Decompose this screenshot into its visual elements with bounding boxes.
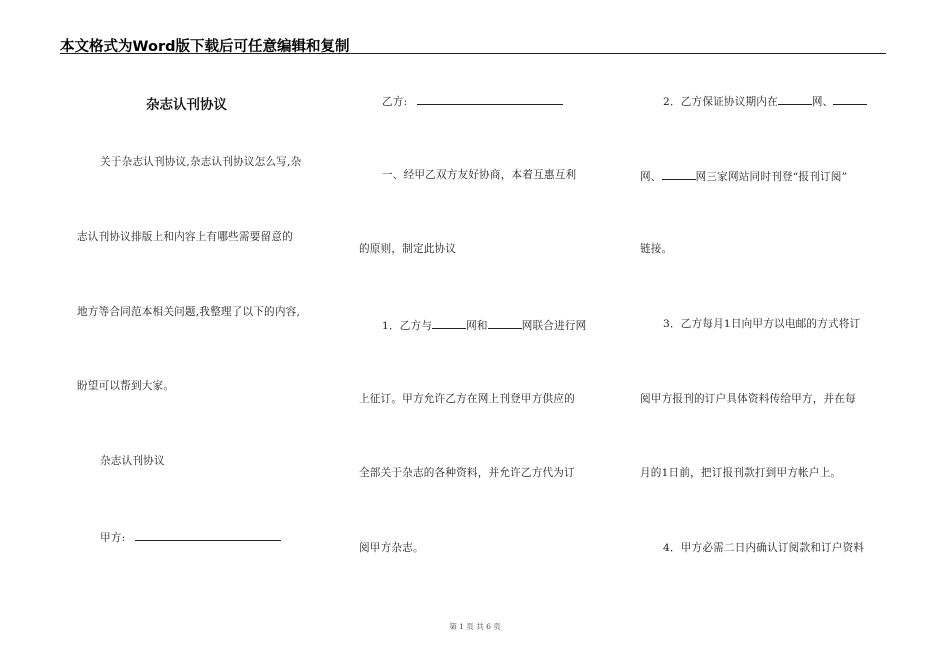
- document-title: 杂志认刊协议: [146, 97, 227, 113]
- clause-2-text-b: 网、: [811, 96, 834, 108]
- party-b-blank: [417, 93, 563, 105]
- clause-2-blank-2: [833, 93, 867, 105]
- clause-1-blank-1: [432, 317, 466, 329]
- clause-intro-line-2: 的原则，制定此协议: [359, 243, 457, 255]
- clause-1-text-b: 网和: [466, 320, 488, 332]
- intro-line-3: 地方等合同范本相关问题,我整理了以下的内容,: [77, 306, 301, 318]
- clause-2-line-3: 链接。: [640, 243, 673, 255]
- intro-line-2: 志认刊协议排版上和内容上有哪些需要留意的: [77, 231, 293, 243]
- agreement-subtitle: 杂志认刊协议: [100, 455, 165, 467]
- clause-1-text-c: 网联合进行网: [521, 320, 587, 332]
- party-a-label: 甲方:: [100, 532, 126, 544]
- clause-1-line-2: 上征订。甲方允许乙方在网上刊登甲方供应的: [359, 393, 575, 405]
- party-b-label: 乙方:: [382, 96, 408, 108]
- clause-2-line-1: [663, 93, 867, 109]
- clause-1-line-1: [382, 317, 586, 333]
- header-divider: [60, 53, 886, 54]
- clause-1-line-4: 阅甲方杂志。: [359, 542, 424, 554]
- party-a-blank: [135, 529, 281, 541]
- clause-2-text-c: 网、: [640, 171, 662, 183]
- clause-1-line-3: 全部关于杂志的各种资料，并允许乙方代为订: [359, 467, 575, 479]
- clause-2-text-a: 2．乙方保证协议期内在: [663, 96, 778, 108]
- clause-2-text-d: 网三家网站同时刊登“报刊订阅”: [695, 171, 848, 183]
- clause-2-line-2: [640, 168, 847, 184]
- page-header-title: 本文格式为Word版下载后可任意编辑和复制: [60, 39, 350, 55]
- intro-line-4: 盼望可以帮到大家。: [77, 380, 175, 392]
- clause-intro-line-1: 一、经甲乙双方友好协商，本着互惠互利: [382, 169, 577, 181]
- clause-2-blank-1: [778, 93, 812, 105]
- clause-4-line-1: 4．甲方必需二日内确认订阅款和订户资料: [663, 542, 865, 554]
- clause-2-blank-3: [662, 168, 696, 180]
- clause-3-line-3: 月的1日前，把订报刊款打到甲方帐户上。: [640, 467, 842, 479]
- clause-3-line-1: 3．乙方每月1日向甲方以电邮的方式将订: [663, 318, 861, 330]
- party-b-line: [382, 93, 563, 109]
- clause-3-line-2: 阅甲方报刊的订户具体资料传给甲方，并在每: [640, 393, 856, 405]
- party-a-line: [100, 529, 281, 545]
- intro-line-1: 关于杂志认刊协议,杂志认刊协议怎么写,杂: [100, 156, 302, 168]
- clause-1-text-a: 1．乙方与: [382, 320, 433, 332]
- clause-1-blank-2: [488, 317, 522, 329]
- page-number: 第 1 页 共 6 页: [449, 622, 501, 631]
